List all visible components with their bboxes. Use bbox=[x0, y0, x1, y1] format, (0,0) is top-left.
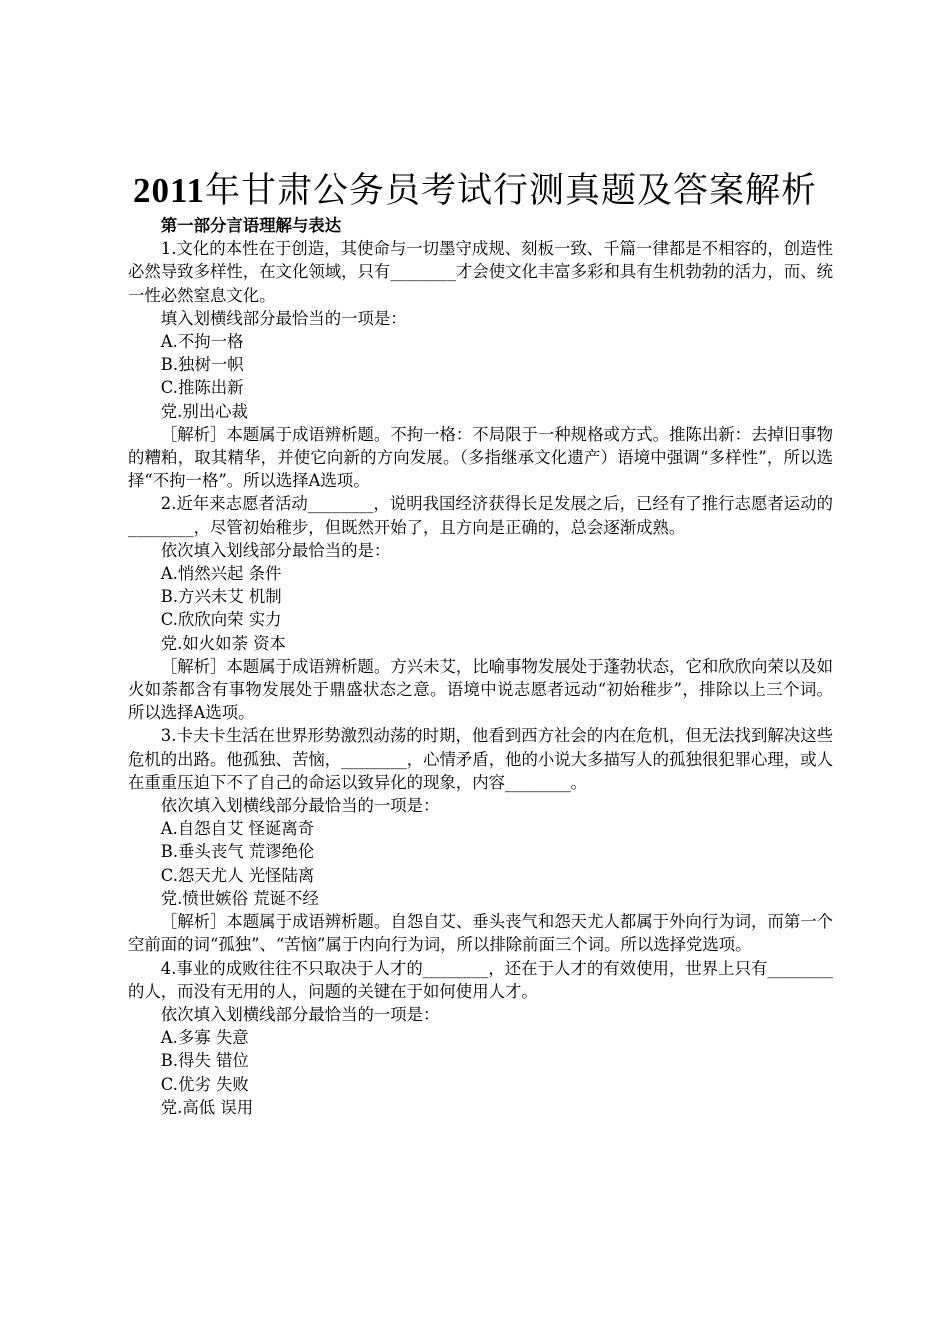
question-stem: 1.文化的本性在于创造，其使命与一切墨守成规、刻板一致、千篇一律都是不相容的，创造性必然导致多样性，在文化领域，只有________才会使文化丰富多彩和具有生机勃勃的活力，而、统一性必然窒息文化。 bbox=[128, 239, 833, 305]
title-year: 2011 bbox=[132, 171, 206, 210]
answer-option: B.方兴未艾 机制 bbox=[160, 587, 282, 607]
answer-option: C.怨天尤人 光怪陆离 bbox=[160, 865, 315, 885]
question-stem: 3.卡夫卡生活在世界形势激烈动荡的时期，他看到西方社会的内在危机，但无法找到解决这些危机的出路。他孤独、苦恼，________，心情矛盾，他的小说大多描写人的孤独很犯罪心理，或人在重重压迫下不了自己的命运以致异化的现象，内容________。 bbox=[128, 726, 833, 792]
answer-option: A.不拘一格 bbox=[160, 332, 244, 352]
answer-option: 党.别出心裁 bbox=[160, 401, 248, 421]
section-heading: 第一部分言语理解与表达 bbox=[160, 216, 342, 235]
question-prompt: 填入划横线部分最恰当的一项是： bbox=[160, 308, 407, 328]
answer-option: 党.如火如荼 资本 bbox=[160, 633, 286, 653]
document-body bbox=[128, 214, 833, 1119]
title-text: 年甘肃公务员考试行测真题及答案解析 bbox=[205, 171, 818, 210]
answer-option: B.得失 错位 bbox=[160, 1051, 249, 1071]
answer-option: B.垂头丧气 荒谬绝伦 bbox=[160, 842, 315, 862]
answer-option: A.悄然兴起 条件 bbox=[160, 564, 282, 584]
question-prompt: 依次填入划线部分最恰当的是： bbox=[160, 540, 391, 560]
answer-option: B.独树一帜 bbox=[160, 355, 244, 375]
question-stem: 2.近年来志愿者活动________，说明我国经济获得长足发展之后，已经有了推行志愿者运动的________，尽管初始稚步，但既然开始了，且方向是正确的，总会逐渐成熟。 bbox=[128, 494, 833, 537]
answer-option: C.欣欣向荣 实力 bbox=[160, 610, 282, 630]
answer-option: C.推陈出新 bbox=[160, 378, 244, 398]
answer-option: A.多寡 失意 bbox=[160, 1028, 249, 1048]
answer-analysis: ［解析］本题属于成语辨析题。不拘一格：不局限于一种规格或方式。推陈出新：去掉旧事物的糟粕，取其精华，并使它向新的方向发展。（多指继承文化遗产）语境中强调“多样性”，所以选择“不拘一格”。所以选择A选项。 bbox=[128, 424, 833, 491]
answer-analysis: ［解析］本题属于成语辨析题。自怨自艾、垂头丧气和怨天尤人都属于外向行为词，而第一个空前面的词“孤独”、“苦恼”属于内向行为词，所以排除前面三个词。所以选择党选项。 bbox=[128, 912, 833, 955]
answer-option: 党.高低 误用 bbox=[160, 1097, 254, 1117]
question-prompt: 依次填入划横线部分最恰当的一项是： bbox=[160, 1004, 440, 1024]
document-title bbox=[0, 166, 950, 216]
answer-option: C.优劣 失败 bbox=[160, 1074, 249, 1094]
question-prompt: 依次填入划横线部分最恰当的一项是： bbox=[160, 796, 440, 816]
answer-option: 党.愤世嫉俗 荒诞不经 bbox=[160, 888, 319, 908]
answer-analysis: ［解析］本题属于成语辨析题。方兴未艾，比喻事物发展处于蓬勃状态，它和欣欣向荣以及如火如荼都含有事物发展处于鼎盛状态之意。语境中说志愿者远动“初始稚步”，排除以上三个词。所以选择A选项。 bbox=[128, 656, 833, 723]
question-stem: 4.事业的成败往往不只取决于人才的________，还在于人才的有效使用，世界上只有________的人，而没有无用的人，问题的关键在于如何使用人才。 bbox=[128, 958, 833, 1001]
answer-option: A.自怨自艾 怪诞离奇 bbox=[160, 819, 315, 839]
